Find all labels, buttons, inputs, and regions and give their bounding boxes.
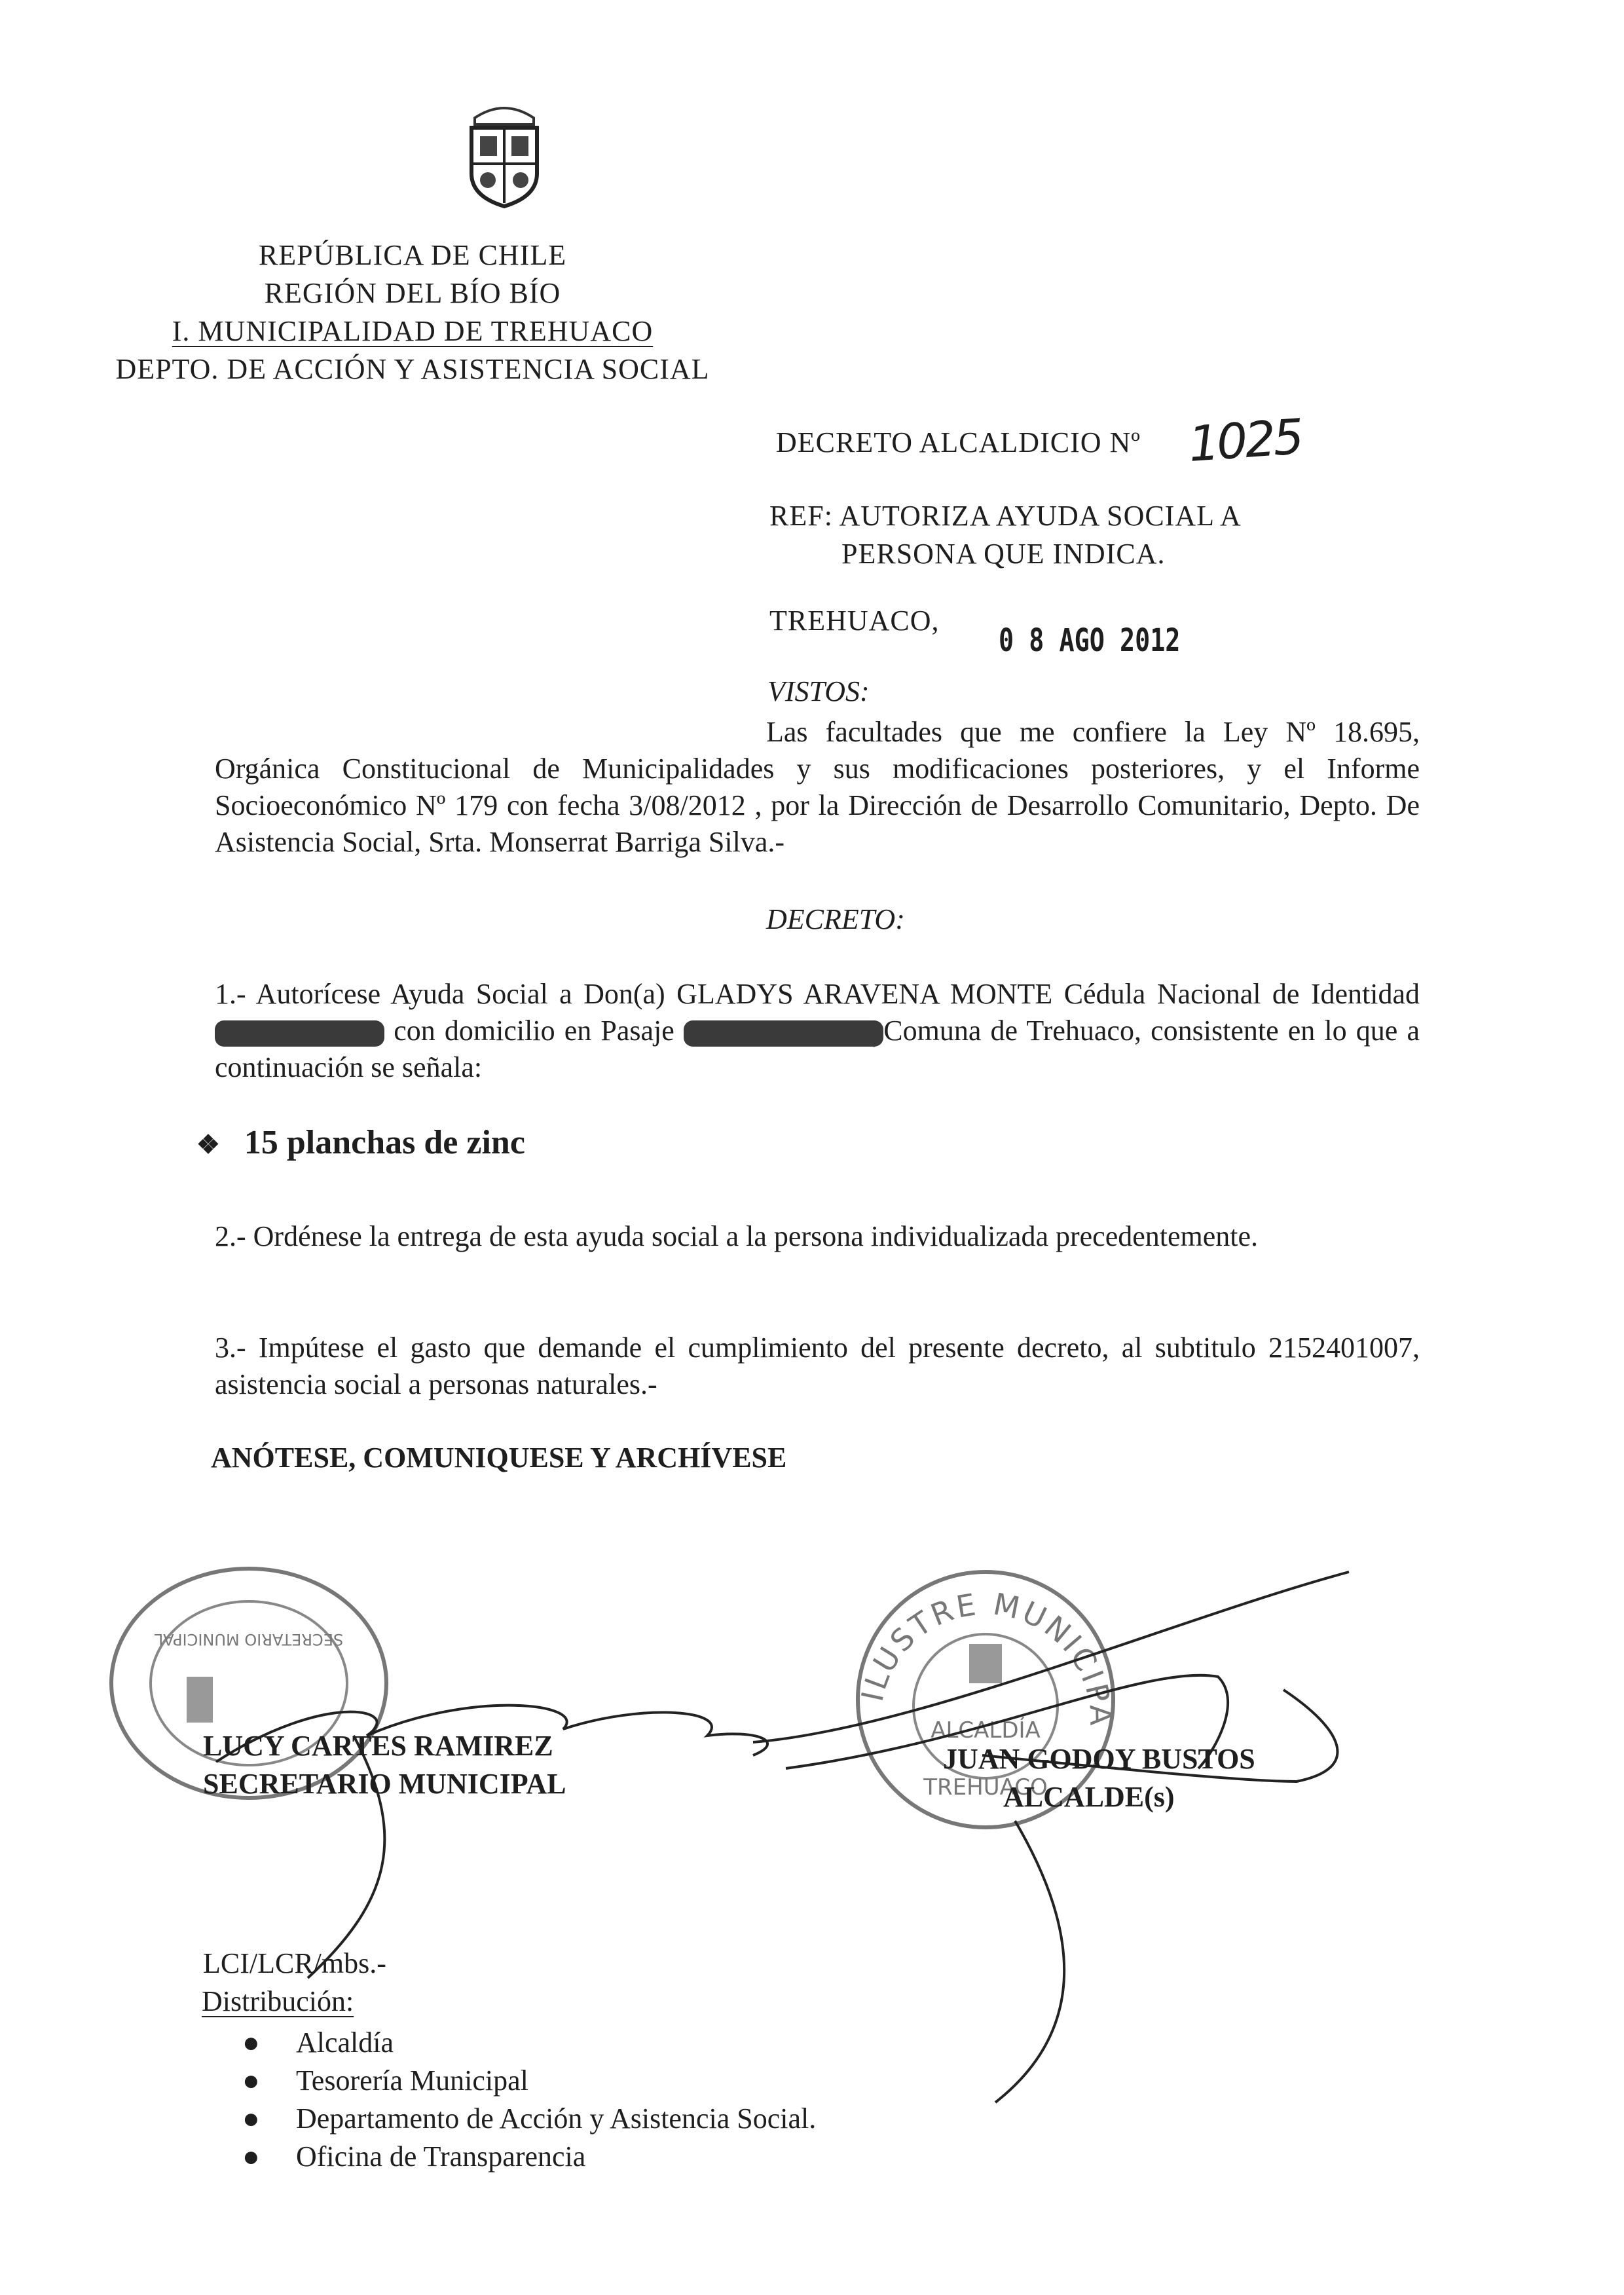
decreto-item-3: 3.- Impútese el gasto que demande el cumplimiento del presente decreto, al subtitulo 2152401007, asistencia social a personas naturales.- [215,1332,1420,1400]
bullet-icon: ● [242,2102,260,2135]
decree-title-text: DECRETO ALCALDICIO Nº [776,426,1141,458]
header-region: REGIÓN DEL BÍO BÍO [264,277,561,309]
mayor-seal-inner-text: ALCALDÍA [931,1717,1041,1744]
distribution-item-text: Tesorería Municipal [296,2064,528,2097]
diamond-bullet-icon: ❖ [196,1130,220,1159]
secretary-name: LUCY CARTES RAMIREZ [203,1730,553,1762]
distribution-item [242,2062,816,2100]
distribution-item [242,2138,816,2176]
aid-item-text: 15 planchas de zinc [244,1124,525,1161]
redacted-id-number: Nº 7630146-8 [215,1020,384,1047]
distribution-item-text: Oficina de Transparencia [296,2140,586,2173]
reference-label: REF: [769,500,833,532]
bullet-icon: ● [242,2140,260,2173]
distribution-item [242,2100,817,2138]
mayor-title: ALCALDE(s) [1003,1781,1175,1813]
item1-part-c: Comuna de Trehuaco, consistente en lo que a continuación se señala: [215,1015,1420,1083]
secretary-seal-text: SECRETARIO MUNICIPAL [154,1630,344,1649]
secretary-title: SECRETARIO MUNICIPAL [203,1768,566,1800]
vistos-body: Las facultades que me confiere la Ley Nº 18.695, Orgánica Constitucional de Municipalidades y sus modificaciones posteriores, y el Informe Socioeconómico Nº 179 con fecha 3/08/2012 , por la Dirección de Desarrollo Comunitario, Depto. De Asistencia Social, Srta. Monserrat Barriga Silva.- [215,716,1420,858]
mayor-name: JUAN GODOY BUSTOS [943,1743,1255,1775]
vistos-heading: VISTOS: [767,675,870,707]
redacted-address: Carlos Montane, [684,1020,883,1047]
distribution-item-text: Alcaldía [296,2026,394,2059]
distribution-item [242,2024,816,2062]
date-stamp: 0 8 AGO 2012 [999,622,1181,659]
reference-text-2: PERSONA QUE INDICA. [841,538,1166,570]
header-republic: REPÚBLICA DE CHILE [258,239,567,271]
decree-number-handwritten: 1025 [1187,409,1304,473]
mayor-seal-bottom-text: TREHUACO [923,1774,1048,1801]
header-department: DEPTO. DE ACCIÓN Y ASISTENCIA SOCIAL [115,353,710,385]
bullet-icon: ● [242,2026,260,2059]
item1-part-b: con domicilio en Pasaje [394,1015,674,1047]
mayor-seal-ring-text: ILUSTRE MUNICIPALIDAD [835,1540,1119,1728]
reference-text-1: AUTORIZA AYUDA SOCIAL A [839,500,1242,532]
decreto-heading: DECRETO: [766,903,905,935]
distribution-item-text: Departamento de Acción y Asistencia Social. [296,2102,817,2135]
header-municipality: I. MUNICIPALIDAD DE TREHUACO [172,315,654,347]
distribution-label: Distribución: [202,1985,354,2017]
bullet-icon: ● [242,2064,260,2097]
place: TREHUACO, [769,605,940,637]
closing-formula: ANÓTESE, COMUNIQUESE Y ARCHÍVESE [211,1442,787,1474]
distribution-list [242,2024,817,2176]
footer-initials: LCI/LCR/mbs.- [203,1947,386,1979]
decreto-item-2: 2.- Ordénese la entrega de esta ayuda social a la persona individualizada precedentemente. [215,1220,1259,1252]
item1-part-a: 1.- Autorícese Ayuda Social a Don(a) GLADYS ARAVENA MONTE Cédula Nacional de Identidad [215,978,1420,1010]
